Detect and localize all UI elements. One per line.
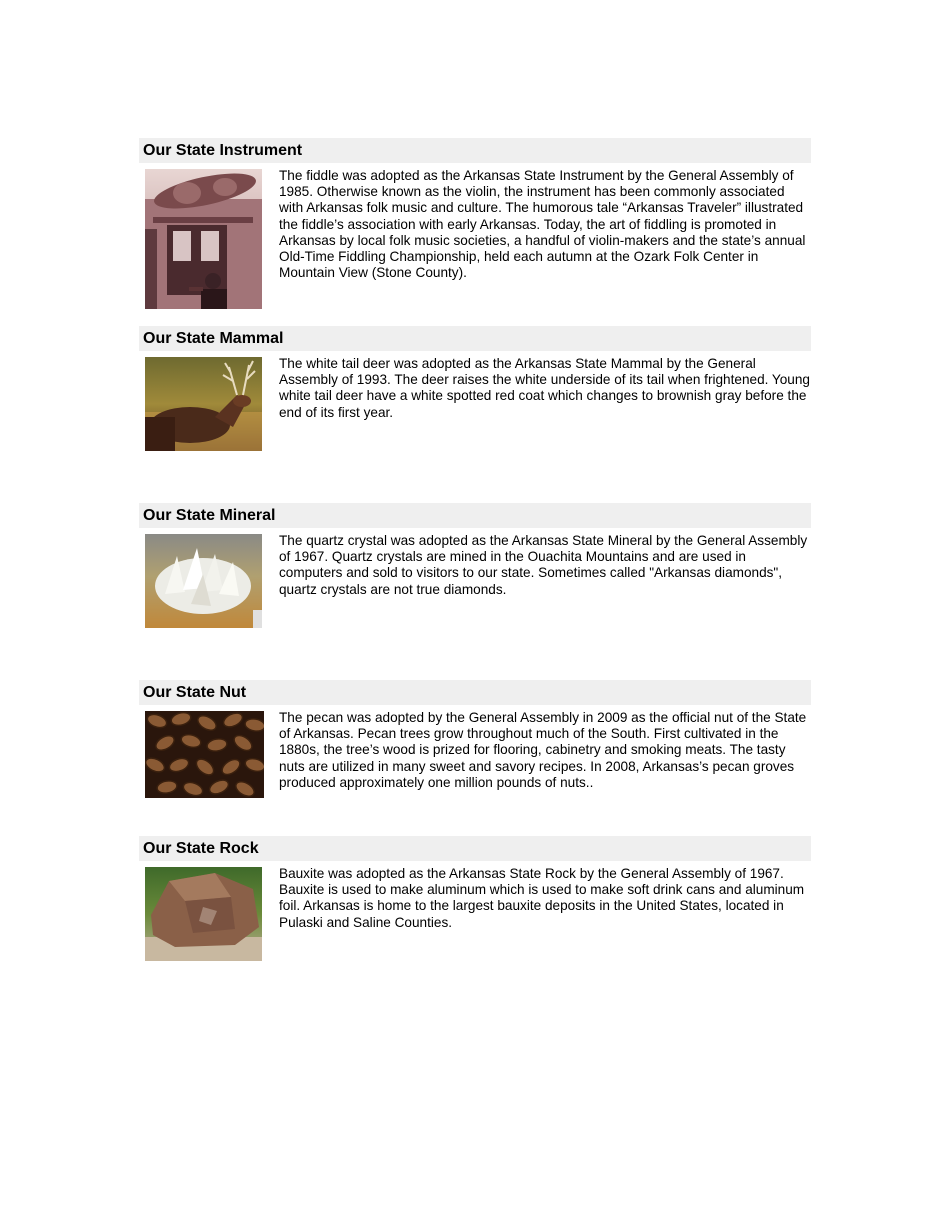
bauxite-rock-photo <box>145 867 262 961</box>
section-title: Our State Mineral <box>139 503 811 528</box>
section-text: The pecan was adopted by the General Assembly in 2009 as the official nut of the State of Arkansas. Pecan trees grow throughout much of the South. First cultivated in the 1880s, the tree’s wood is prized for flooring, cabinetry and smoking meats. The tasty nuts are utilized in many sweet and savory recipes. In 2008, Arkansas’s pecan groves produced approximately one million pounds of nuts.. <box>279 710 807 790</box>
section-title: Our State Nut <box>139 680 811 705</box>
fiddle-player-photo <box>145 169 262 309</box>
section-state-mineral <box>139 503 811 597</box>
section-text: Bauxite was adopted as the Arkansas State Rock by the General Assembly of 1967. Bauxite is used to make aluminum which is used to make soft drink cans and aluminum foil. Arkansas is home to the largest bauxite deposits in the United States, located in Pulaski and Saline Counties. <box>279 866 805 930</box>
section-state-rock <box>139 836 811 930</box>
section-state-nut <box>139 680 811 790</box>
white-tail-deer-photo <box>145 357 262 451</box>
section-text: The quartz crystal was adopted as the Arkansas State Mineral by the General Assembly of 1967. Quartz crystals are mined in the Ouachita Mountains and are used in computers and sold to visitors to our state. Sometimes called "Arkansas diamonds", quartz crystals are not true diamonds. <box>279 533 808 597</box>
pecans-photo <box>145 711 264 798</box>
section-state-mammal <box>139 326 811 420</box>
section-state-instrument <box>139 138 811 281</box>
quartz-crystal-photo <box>145 534 262 628</box>
section-title: Our State Rock <box>139 836 811 861</box>
section-text: The white tail deer was adopted as the Arkansas State Mammal by the General Assembly of 1993. The deer raises the white underside of its tail when frightened. Young white tail deer have a white spotted red coat which changes to brownish gray before the end of its first year. <box>279 356 810 420</box>
section-title: Our State Instrument <box>139 138 811 163</box>
section-title: Our State Mammal <box>139 326 811 351</box>
section-text: The fiddle was adopted as the Arkansas State Instrument by the General Assembly of 1985. Otherwise known as the violin, the instrument has been commonly associated with Arkansas folk music and culture. The humorous tale “Arkansas Traveler” illustrated the fiddle’s association with early Arkansas. Today, the art of fiddling is promoted in Arkansas by local folk music societies, a handful of violin-makers and the state’s annual Old-Time Fiddling Championship, held each autumn at the Ozark Folk Center in Mountain View (Stone County). <box>279 168 806 281</box>
